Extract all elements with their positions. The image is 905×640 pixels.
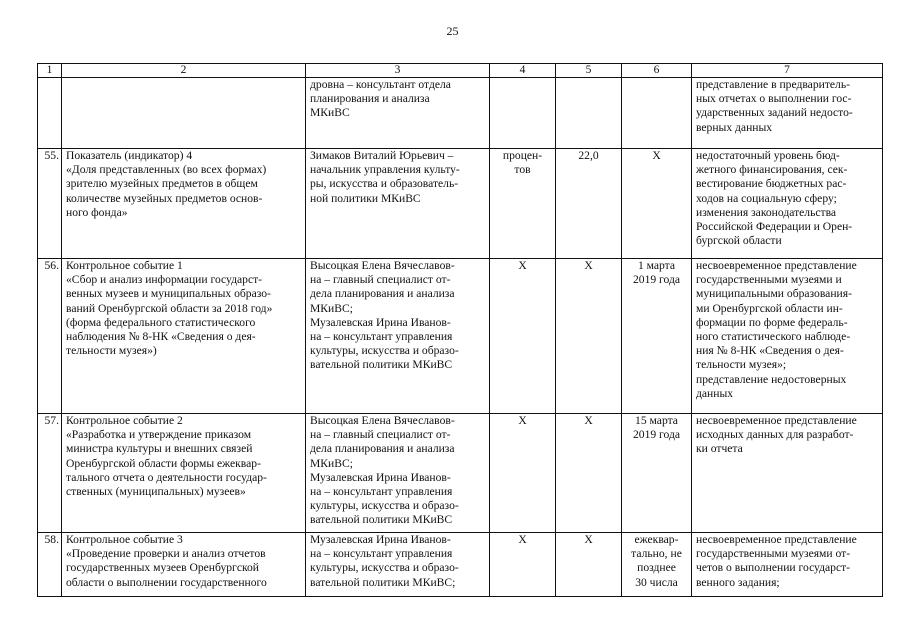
column-number: 5 bbox=[556, 64, 622, 78]
responsible-person: дровна – консультант отдела планирования и анализа МКиВС bbox=[306, 78, 490, 149]
column-number: 2 bbox=[62, 64, 306, 78]
risks: недостаточный уровень бюд- жетного финансирования, сек- вестирование бюджетных рас- ходов на социальную сферу; изменения законодательства Российской Федерации и Орен- бургской области bbox=[692, 149, 883, 259]
column-number-row bbox=[38, 64, 883, 78]
risks: представление в предваритель- ных отчетах о выполнении гос- ударственных заданий недосто- верных данных bbox=[692, 78, 883, 149]
column-number: 6 bbox=[622, 64, 692, 78]
deadline bbox=[622, 78, 692, 149]
table-row bbox=[38, 414, 883, 533]
row-number: 57. bbox=[38, 414, 62, 533]
table-row bbox=[38, 78, 883, 149]
target-value: Х bbox=[556, 259, 622, 414]
event-name bbox=[62, 78, 306, 149]
responsible-person: Высоцкая Елена Вячеславов- на – главный специалист от- дела планирования и анализа МКиВС; Музалевская Ирина Иванов- на – консультант управления культуры, искусства и образо- вательной политики МКиВС bbox=[306, 259, 490, 414]
column-number: 4 bbox=[490, 64, 556, 78]
column-number: 7 bbox=[692, 64, 883, 78]
target-value: Х bbox=[556, 533, 622, 597]
unit bbox=[490, 78, 556, 149]
event-name: Контрольное событие 2 «Разработка и утверждение приказом министра культуры и внешних связей Оренбургской области формы ежеквар- тального отчета о деятельности государ- ственных (муниципальных) музеев» bbox=[62, 414, 306, 533]
risks: несвоевременное представление исходных данных для разработ- ки отчета bbox=[692, 414, 883, 533]
target-value bbox=[556, 78, 622, 149]
row-number: 55. bbox=[38, 149, 62, 259]
responsible-person: Высоцкая Елена Вячеславов- на – главный специалист от- дела планирования и анализа МКиВС; Музалевская Ирина Иванов- на – консультант управления культуры, искусства и образо- вательной политики МКиВС bbox=[306, 414, 490, 533]
deadline: 1 марта 2019 года bbox=[622, 259, 692, 414]
row-number: 56. bbox=[38, 259, 62, 414]
column-number: 3 bbox=[306, 64, 490, 78]
table-row bbox=[38, 259, 883, 414]
table-row bbox=[38, 533, 883, 597]
responsible-person: Музалевская Ирина Иванов- на – консультант управления культуры, искусства и образо- вательной политики МКиВС; bbox=[306, 533, 490, 597]
deadline: 15 марта 2019 года bbox=[622, 414, 692, 533]
risks: несвоевременное представление государственными музеями от- четов о выполнении государст- венного задания; bbox=[692, 533, 883, 597]
row-number bbox=[38, 78, 62, 149]
row-number: 58. bbox=[38, 533, 62, 597]
event-name: Контрольное событие 3 «Проведение проверки и анализ отчетов государственных музеев Оренбургской области о выполнении государственного bbox=[62, 533, 306, 597]
event-name: Показатель (индикатор) 4 «Доля представленных (во всех формах) зрителю музейных предметов в общем количестве музейных предметов основ- ного фонда» bbox=[62, 149, 306, 259]
target-value: Х bbox=[556, 414, 622, 533]
unit: Х bbox=[490, 533, 556, 597]
unit: процен- тов bbox=[490, 149, 556, 259]
table-row bbox=[38, 149, 883, 259]
responsible-person: Зимаков Виталий Юрьевич – начальник управления культу- ры, искусства и образователь- ной политики МКиВС bbox=[306, 149, 490, 259]
unit: Х bbox=[490, 414, 556, 533]
risks: несвоевременное представление государственными музеями и муниципальными образования- ми Оренбургской области ин- формации по форме федераль- ного статистического наблюде- ния № 8-НК «Сведения о дея- тельности музея»; представление недостоверных данных bbox=[692, 259, 883, 414]
event-name: Контрольное событие 1 «Сбор и анализ информации государст- венных музеев и муниципальных образо- ваний Оренбургской области за 2018 год» (форма федерального статистического наблюдения № 8-НК «Сведения о дея- тельности музея») bbox=[62, 259, 306, 414]
unit: Х bbox=[490, 259, 556, 414]
deadline: Х bbox=[622, 149, 692, 259]
data-table bbox=[37, 63, 883, 597]
column-number: 1 bbox=[38, 64, 62, 78]
page-number: 25 bbox=[446, 24, 459, 38]
deadline: ежеквар- тально, не позднее 30 числа bbox=[622, 533, 692, 597]
target-value: 22,0 bbox=[556, 149, 622, 259]
